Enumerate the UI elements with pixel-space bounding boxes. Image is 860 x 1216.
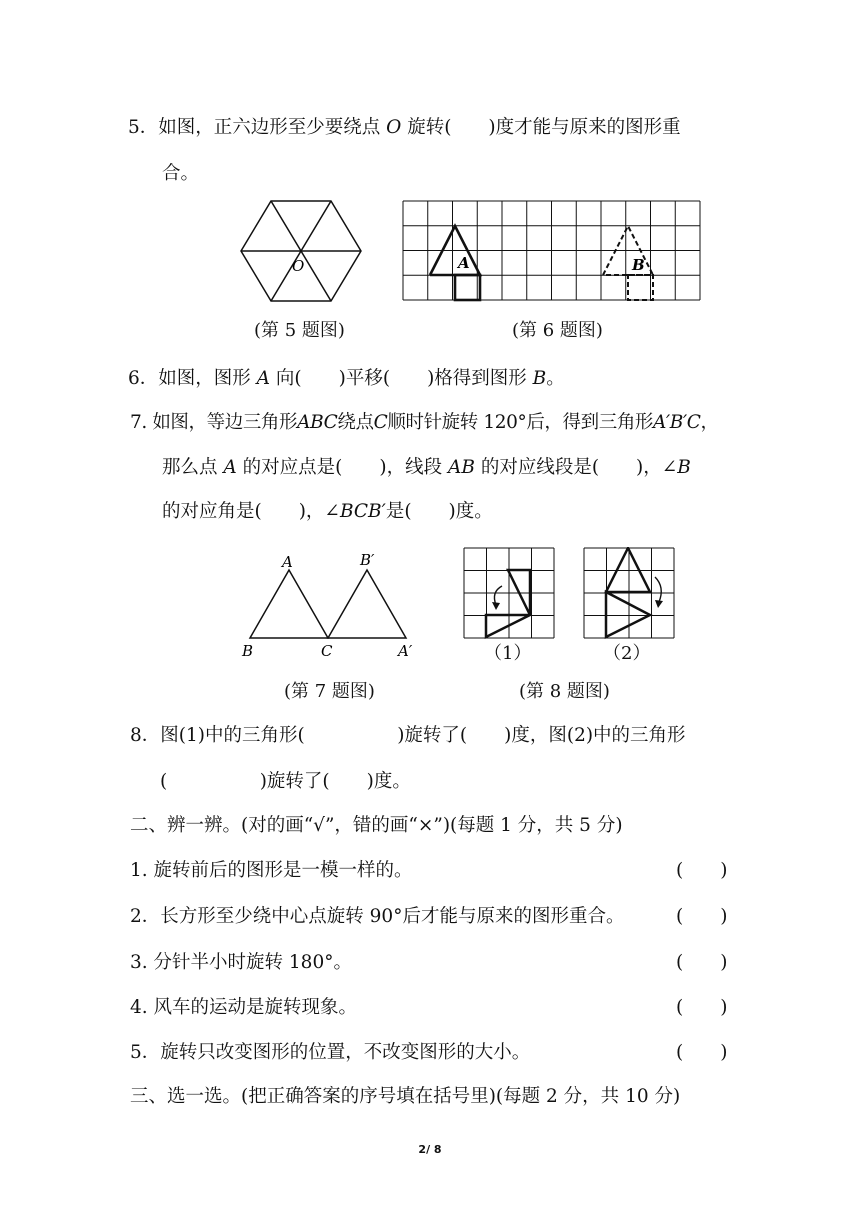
judge-item-2: 2．长方形至少绕中心点旋转 90°后才能与原来的图形重合。 [130, 906, 625, 927]
fig7-label-a: A [282, 553, 293, 571]
q8-line2: ( )旋转了( )度。 [160, 771, 411, 792]
fig7-label-a-prime: A′ [398, 642, 413, 660]
section2-heading: 二、辨一辨。(对的画“√”，错的画“×”)(每题 1 分，共 5 分) [130, 815, 623, 836]
judge-item-1: 1. 旋转前后的图形是一模一样的。 [130, 860, 413, 881]
fig5-hexagon [236, 196, 366, 306]
fig8-grid-1 [463, 547, 555, 639]
q5-line2: 合。 [162, 163, 200, 184]
q6-var-b: B [532, 368, 547, 389]
judge-item-4: 4. 风车的运动是旋转现象。 [130, 997, 358, 1018]
q7-l1-c: 顺时针旋转 120°后，得到三角形 [387, 412, 654, 433]
q5-var-o: O [386, 117, 402, 138]
q5-text-b: 旋转( )度才能与原来的图形重 [401, 117, 681, 138]
triangle-after [486, 615, 530, 637]
q7-l2-var2: AB [447, 457, 475, 478]
q7-l3-a: 的对应角是( )，∠ [162, 501, 340, 522]
rotation-arrow-cw [655, 577, 661, 602]
q6-text-a: 6．如图，图形 [128, 368, 257, 389]
judge-answer-5: ( ) [676, 1042, 728, 1063]
q6-text-c: 。 [546, 368, 565, 389]
q7-l2-var3: B [677, 457, 691, 478]
fig8-label-1: （1） [484, 643, 532, 664]
judge-answer-4: ( ) [676, 997, 728, 1018]
fig8-label-2: （2） [603, 643, 651, 664]
q5-line1 [128, 116, 681, 140]
fig6-label-a: A [458, 254, 470, 272]
q6-line [128, 367, 565, 391]
q7-line1 [130, 411, 719, 435]
triangle-abc [250, 570, 328, 638]
fig6-caption: (第 6 题图) [512, 320, 603, 341]
rotation-arrow-ccw [494, 586, 502, 605]
q5-text-a: 5．如图，正六边形至少要绕点 [128, 117, 387, 138]
fig5-center-label: O [292, 257, 305, 275]
q7-l2-a: 那么点 [162, 457, 224, 478]
page-number: 2/ 8 [418, 1143, 442, 1156]
q7-l2-var1: A [223, 457, 237, 478]
fig8-grid-2 [583, 547, 675, 639]
q7-l1-var3: A′B′C [653, 412, 701, 433]
q7-l1-b: 绕点 [337, 412, 374, 433]
shape-a [430, 226, 480, 300]
arrowhead-1 [492, 602, 500, 610]
triangle-a2b2c [328, 570, 406, 638]
judge-item-5: 5．旋转只改变图形的位置，不改变图形的大小。 [130, 1042, 531, 1063]
fig7-label-b: B [242, 642, 254, 660]
q7-l1-a: 7. 如图，等边三角形 [130, 412, 298, 433]
fig7-label-b-prime: B′ [360, 551, 375, 569]
section3-heading: 三、选一选。(把正确答案的序号填在括号里)(每题 2 分，共 10 分) [130, 1086, 681, 1107]
q6-text-b: 向( )平移( )格得到图形 [270, 368, 533, 389]
q7-l2-c: 的对应线段是( )，∠ [474, 457, 678, 478]
fig6-grid [402, 200, 704, 302]
judge-answer-3: ( ) [676, 952, 728, 973]
q7-line3 [162, 500, 493, 524]
fig7-triangles [238, 546, 426, 664]
q7-l3-b: 是( )度。 [385, 501, 493, 522]
q7-l3-var1: BCB′ [339, 501, 386, 522]
fig7-caption: (第 7 题图) [284, 681, 375, 702]
arrowhead-2 [655, 600, 663, 608]
q7-l2-b: 的对应点是( )，线段 [236, 457, 448, 478]
fig6-label-b: B [632, 256, 645, 274]
q6-var-a: A [256, 368, 271, 389]
fig8-caption: (第 8 题图) [519, 681, 610, 702]
q7-l1-var2: C [373, 412, 388, 433]
q7-l1-var1: ABC [297, 412, 338, 433]
triangle-after [606, 592, 650, 637]
fig5-caption: (第 5 题图) [254, 320, 345, 341]
fig7-label-c: C [321, 642, 333, 660]
q8-line1: 8．图(1)中的三角形( )旋转了( )度，图(2)中的三角形 [130, 725, 686, 746]
judge-answer-1: ( ) [676, 860, 728, 881]
q7-line2 [162, 456, 691, 480]
judge-answer-2: ( ) [676, 906, 728, 927]
q7-l1-d: ， [700, 412, 719, 433]
shape-b [603, 226, 653, 300]
judge-item-3: 3. 分针半小时旋转 180°。 [130, 952, 352, 973]
